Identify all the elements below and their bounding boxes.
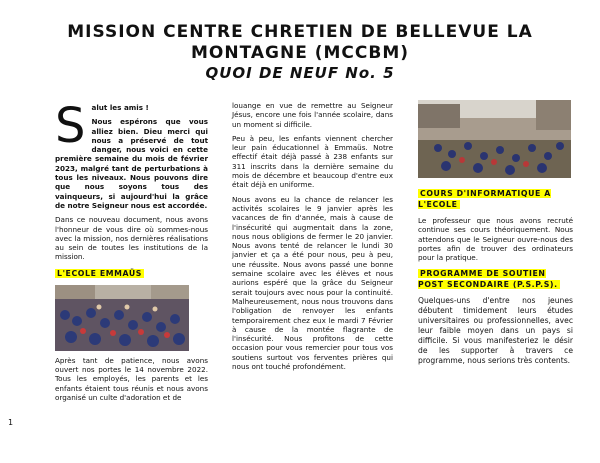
school-opening-paragraph: Après tant de patience, nous avons ouvert nos portes le 14 novembre 2022. Tous les employés, les parents et les enfants étaient tous réunis et nous avons organisé un culte d'adoration et de [55,355,208,402]
column-1 [55,98,208,407]
intro-paragraph: Nous espérons que vous alliez bien. Dieu merci qui nous a préservé de tout danger, nous voici en cette première semaine du mois de février 2023, malgré tant de perturbations à tous les niveaux. Nous pouvons dire que nous soyons tous des vainqueurs, si aujourd'hui la grâce de notre Seigneur nous est accordée. [55,117,208,210]
newsletter-subtitle: QUOI DE NEUF No. 5 [205,64,395,82]
section-heading-psps: PROGRAMME DE SOUTIEN POST SECONDAIRE (P.S.P.S). [418,269,558,290]
schoolyard-image [418,100,571,178]
document-intro-paragraph: Dans ce nouveau document, nous avons l'honneur de vous dire où sommes-nous avec la mission, nos dernières réalisations au sein de toutes les institutions de la mission. [55,215,208,262]
enrollment-paragraph: Peu à peu, les enfants viennent chercher leur pain éducationnel à Emmaüs. Notre effectif était déjà passé à 238 enfants sur 311 inscrits dans la dernière semaine du mois de décembre et beaucoup d'entre eux était déjà en uniforme. [232,133,393,190]
computer-course-paragraph: Le professeur que nous avons recruté continue ses cours théoriquement. Nous attendons que le Seigneur ouvre-nous des portes afin de trouver des ordinateurs pour la pratique. [418,216,573,263]
greeting: alut les amis ! [91,103,149,112]
section-heading-ecole-emmaus: L'ECOLE EMMAÜS [57,268,143,278]
worship-paragraph: louange en vue de remettre au Seigneur Jésus, encore une fois l'année scolaire, dans un moment si difficile. [232,101,393,129]
school-activities-paragraph: Nous avons eu la chance de relancer les activités scolaires le 9 janvier après les vacances de fin d'année, mais à cause de l'insécurité qui augmentait dans la zone, nous nous obligions de fermer le 20 janvier. Nous avons tenté de relancer le lundi 30 janvier et ça a été pour nous, peu à peu, une réussite. Nous avons passé une bonne semaine scolaire avec les élèves et nous aurions espéré que la grâce du Seigneur serait toujours avec nous pour la continuité. Malheureusement, nous nous trouvons dans l'obligation de renvoyer les enfants temporairement chez eux le mardi 7 Février à cause de la montée flagrante de l'insécurité. Nous profitons de cette occasion pour vous remercier pour tous vos soutiens surtout vos ferventes prières qui nous ont touché profondément. [232,194,393,372]
school-crowd-image [55,285,189,351]
schoolyard-photo [418,100,571,178]
page-number: 1 [8,418,14,427]
drop-cap: S [55,98,86,154]
section-heading-computer-course: COURS D'INFORMATIQUE A L'ECOLE [418,189,551,209]
school-crowd-photo [55,285,189,351]
psps-paragraph: Quelques-uns d'entre nos jeunes débutent timidement leurs études universitaires ou professionnelles, avec leur faible moyen dans un pays si difficile. Si vous manifesteriez le désir de les supporter à travers ce programme, nous serions très contents. [418,296,573,366]
newsletter-title-line1: MISSION CENTRE CHRETIEN DE BELLEVUE LA [67,22,533,42]
column-2 [232,101,393,376]
column-3 [418,100,573,371]
newsletter-title-line2: MONTAGNE (MCCBM) [190,43,410,63]
